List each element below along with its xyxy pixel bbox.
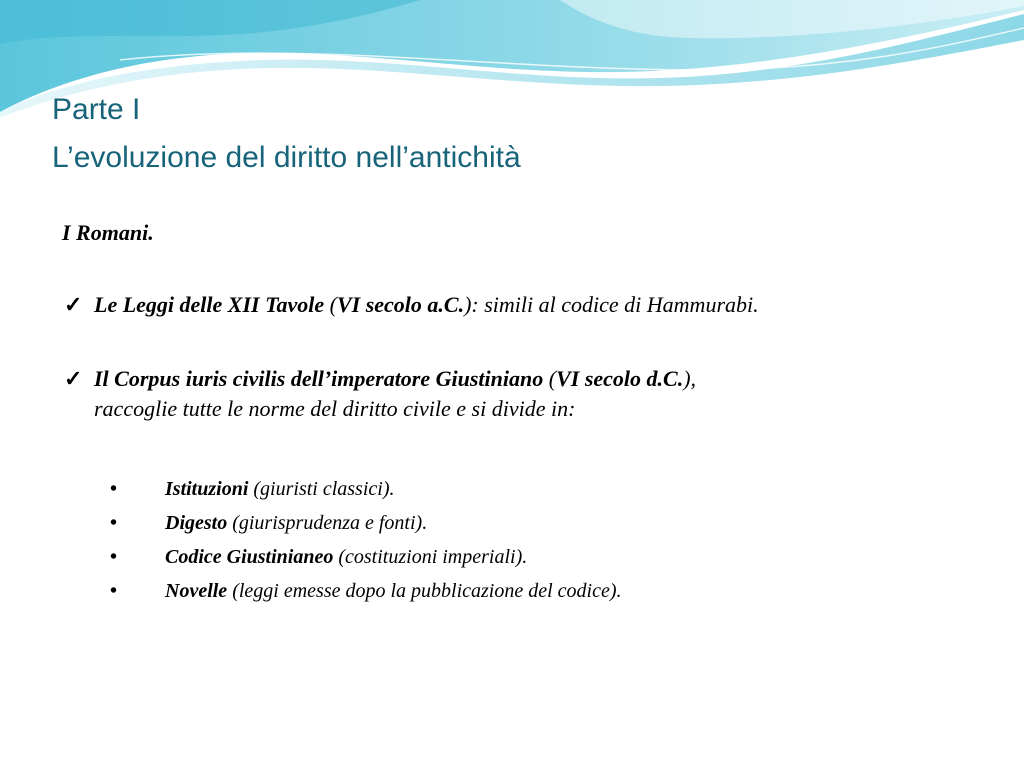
title-line-1: Parte I (52, 93, 141, 126)
checkmark-icon: ✓ (64, 366, 83, 391)
point-2-bold-1: Il Corpus iuris civilis dell’imperatore Giustiniano (94, 366, 544, 391)
list-item-desc: (giurisprudenza e fonti). (227, 512, 428, 534)
title-line-2: L’evoluzione del diritto nell’antichità (52, 141, 521, 174)
bullet-icon: • (110, 512, 118, 534)
list-item (62, 506, 982, 540)
bullet-icon: • (110, 580, 118, 602)
point-1-bold-2: VI secolo a.C. (336, 292, 465, 317)
point-1-rest: ): simili al codice di Hammurabi. (464, 292, 759, 317)
list-item (62, 540, 982, 574)
section-heading: I Romani. (62, 220, 154, 245)
bullet-icon: • (110, 546, 118, 568)
slide-content (62, 220, 982, 608)
list-item-term: Digesto (165, 512, 228, 534)
point-1-sep-1: ( (324, 292, 337, 317)
point-1-bold-1: Le Leggi delle XII Tavole (94, 292, 325, 317)
list-item (62, 472, 982, 506)
point-2-bold-2: VI secolo d.C. (556, 366, 684, 391)
list-item-term: Novelle (165, 580, 228, 602)
point-2-sep-1: ( (543, 366, 557, 391)
list-item-desc: (leggi emesse dopo la pubblicazione del codice). (227, 580, 622, 602)
point-2-rest: ), (683, 366, 697, 391)
list-item-term: Istituzioni (165, 478, 249, 500)
bullet-icon: • (110, 478, 118, 500)
list-item-desc: (giuristi classici). (248, 478, 395, 500)
list-item-term: Codice Giustinianeo (165, 546, 334, 568)
point-corpus-iuris-civilis (62, 364, 982, 424)
list-item-desc: (costituzioni imperiali). (333, 546, 528, 568)
checkmark-icon: ✓ (64, 292, 83, 317)
slide-title (52, 86, 521, 182)
point-leggi-xii-tavole (62, 290, 982, 320)
list-item (62, 574, 982, 608)
sub-list (62, 472, 982, 608)
point-2-continuation: raccoglie tutte le norme del diritto civile e si divide in: (94, 396, 576, 421)
